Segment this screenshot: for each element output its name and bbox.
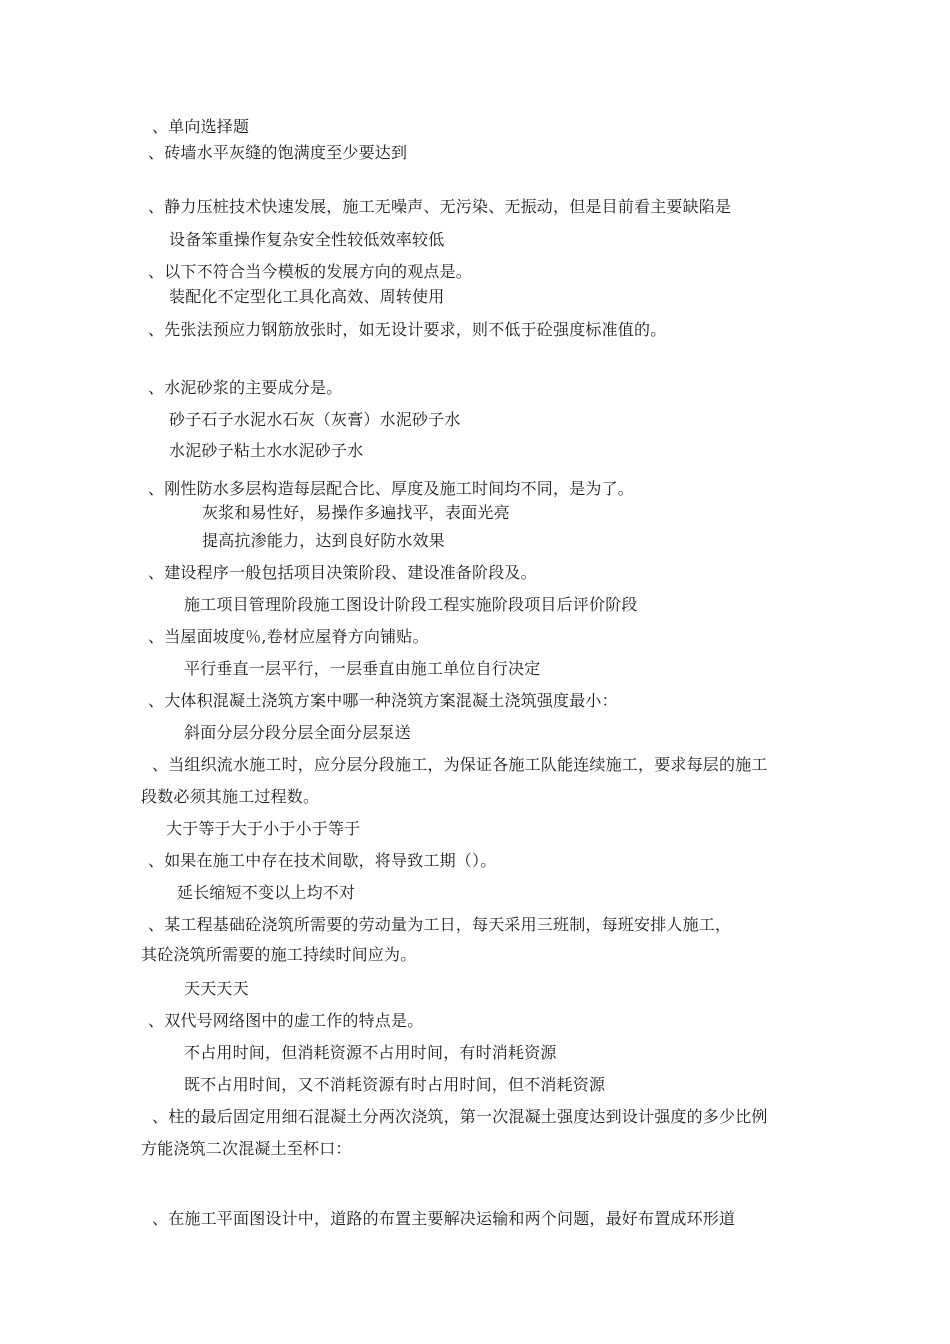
section-heading: 、单向选择题 [152,117,250,136]
answer-options: 砂子石子水泥水石灰（灰膏）水泥砂子水 [169,410,461,429]
answer-options: 提高抗渗能力，达到良好防水效果 [202,531,446,550]
question-line: 、水泥砂浆的主要成分是。 [148,378,343,397]
question-line: 、大体积混凝土浇筑方案中哪一种浇筑方案混凝土浇筑强度最小： [148,691,618,710]
answer-options: 设备笨重操作复杂安全性较低效率较低 [169,230,445,249]
question-line: 、刚性防水多层构造每层配合比、厚度及施工时间均不同，是为了。 [148,479,635,498]
answer-options: 平行垂直一层平行，一层垂直由施工单位自行决定 [184,659,541,678]
answer-options: 既不占用时间，又不消耗资源有时占用时间，但不消耗资源 [184,1075,606,1094]
answer-options: 水泥砂子粘土水水泥砂子水 [169,441,364,460]
question-line: 、如果在施工中存在技术间歇，将导致工期（）。 [148,851,497,870]
answer-options: 大于等于大于小于小于等于 [166,819,361,838]
answer-options: 施工项目管理阶段施工图设计阶段工程实施阶段项目后评价阶段 [184,595,638,614]
question-line: 、双代号网络图中的虚工作的特点是。 [148,1011,424,1030]
question-line: 、在施工平面图设计中，道路的布置主要解决运输和两个问题，最好布置成环形道 [152,1209,736,1228]
question-line: 、静力压桩技术快速发展，施工无噪声、无污染、无振动，但是目前看主要缺陷是 [148,197,732,216]
answer-options: 延长缩短不变以上均不对 [177,883,356,902]
question-line: 、建设程序一般包括项目决策阶段、建设准备阶段及。 [148,563,537,582]
answer-options: 天天天天 [184,979,249,998]
question-line: 、先张法预应力钢筋放张时，如无设计要求，则不低于砼强度标准值的。 [148,320,667,339]
question-line-continued: 方能浇筑二次混凝土至杯口： [141,1139,352,1158]
question-line-continued: 段数必须其施工过程数。 [141,787,320,806]
answer-options: 斜面分层分段分层全面分层泵送 [184,723,411,742]
question-line: 、柱的最后固定用细石混凝土分两次浇筑，第一次混凝土强度达到设计强度的多少比例 [152,1107,768,1126]
question-line: 、当组织流水施工时，应分层分段施工，为保证各施工队能连续施工，要求每层的施工 [152,755,768,774]
answer-options: 装配化不定型化工具化高效、周转使用 [169,287,445,306]
question-line: 、以下不符合当今模板的发展方向的观点是。 [148,262,473,281]
question-line: 、当屋面坡度％,卷材应屋脊方向铺贴。 [148,627,429,646]
question-line-continued: 其砼浇筑所需要的施工持续时间应为。 [141,945,417,964]
question-line: 、某工程基础砼浇筑所需要的劳动量为工日，每天采用三班制，每班安排人施工， [148,915,732,934]
answer-options: 灰浆和易性好，易操作多遍找平，表面光亮 [202,503,510,522]
question-line: 、砖墙水平灰缝的饱满度至少要达到 [148,143,408,162]
answer-options: 不占用时间，但消耗资源不占用时间，有时消耗资源 [184,1043,557,1062]
